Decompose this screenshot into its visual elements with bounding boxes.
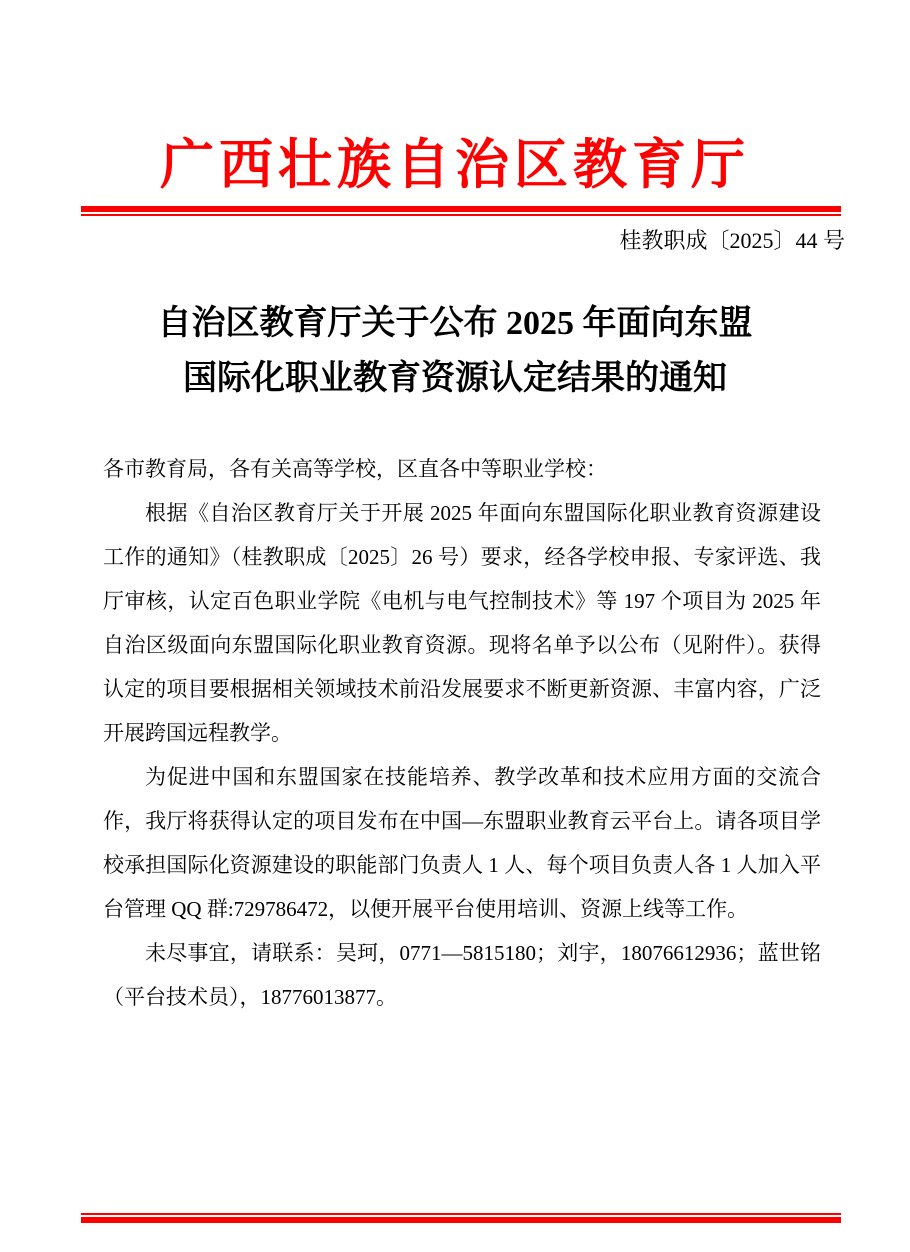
separator-thin-line [81, 214, 841, 216]
document-title-line-2: 国际化职业教育资源认定结果的通知 [183, 360, 727, 397]
salutation-line: 各市教育局，各有关高等学校，区直各中等职业学校： [103, 457, 607, 481]
body-paragraph-2: 为促进中国和东盟国家在技能培养、教学改革和技术应用方面的交流合作，我厅将获得认定的项目发布在中国—东盟职业教育云平台上。请各项目学校承担国际化资源建设的职能部门负责人 1 人、每个项目负责人各 1 人加入平台管理 QQ 群:729786472，以便开展平台使用培训、资源上线等工作。 [103, 765, 821, 921]
body-paragraph-3: 未尽事宜，请联系：吴珂，0771—5815180；刘宇，18076612936；蓝世铭（平台技术员），18776013877。 [103, 941, 821, 1009]
letterhead-separator-top [81, 206, 841, 216]
footer-separator-bottom [81, 1213, 841, 1223]
document-title [0, 296, 910, 406]
document-body [103, 447, 821, 1019]
document-reference-number: 桂教职成〔2025〕44 号 [619, 228, 845, 253]
letterhead-org-name: 广西壮族自治区教育厅 [160, 135, 750, 195]
document-title-line-1: 自治区教育厅关于公布 2025 年面向东盟 [157, 305, 753, 342]
body-paragraph-1: 根据《自治区教育厅关于开展 2025 年面向东盟国际化职业教育资源建设工作的通知》（桂教职成〔2025〕26 号）要求，经各学校申报、专家评选、我厅审核，认定百色职业学院《电机与电气控制技术》等 197 个项目为 2025 年自治区级面向东盟国际化职业教育资源。现将名单予以公布（见附件）。获得认定的项目要根据相关领域技术前沿发展要求不断更新资源、丰富内容，广泛开展跨国远程教学。 [103, 501, 821, 745]
separator-thick-line [81, 1217, 841, 1223]
